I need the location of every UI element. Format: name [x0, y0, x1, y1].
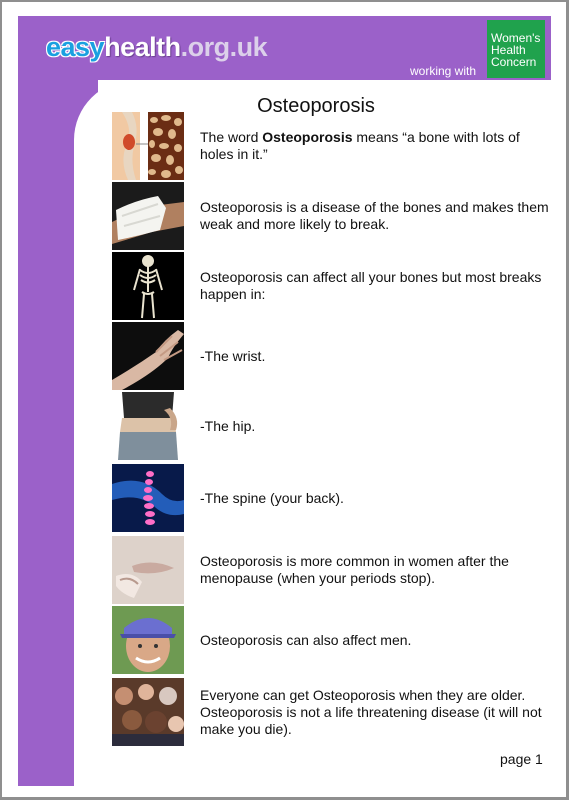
easyhealth-logo[interactable] [46, 32, 267, 63]
page-number: page 1 [500, 751, 543, 767]
row-text-pre: The word [200, 129, 263, 145]
older-man-image [112, 606, 184, 674]
list-item [112, 392, 542, 460]
row-text-post: means “a bone with lots of holes in it.” [200, 129, 520, 162]
skeleton-image [112, 252, 184, 320]
row-text-bold: Osteoporosis [262, 129, 353, 145]
partner-line-2: Health [491, 43, 526, 57]
logo-easy: easy [46, 32, 105, 62]
row-text [200, 112, 550, 180]
page-title: Osteoporosis [257, 95, 375, 117]
logo-health: health [104, 32, 181, 62]
partner-line-3: Concern [491, 55, 537, 69]
group-of-people-image [112, 678, 184, 746]
list-item [112, 182, 549, 250]
logo-org: .org.uk [180, 32, 268, 62]
row-text-pre: -The spine (your back). [200, 489, 344, 506]
list-item [112, 606, 542, 674]
row-text [200, 252, 550, 320]
row-text-pre: Everyone can get Osteoporosis when they are older. Osteoporosis is not a life threatening disease (it will not make you die). [200, 686, 542, 737]
woman-face-image [112, 536, 184, 604]
row-text [200, 322, 550, 390]
row-text-pre: -The hip. [200, 417, 256, 434]
partner-line-1: Women's [491, 31, 541, 45]
row-text-pre: Osteoporosis can also affect men. [200, 631, 412, 648]
bandaged-wrist-image [112, 182, 184, 250]
row-text [200, 606, 550, 674]
row-text [200, 392, 550, 460]
hip-image [112, 392, 184, 460]
row-text [200, 464, 550, 532]
row-text-pre: Osteoporosis is more common in women after the menopause (when your periods stop). [200, 553, 509, 586]
list-item [112, 112, 542, 180]
spine-image [112, 464, 184, 532]
list-item [112, 322, 542, 390]
hip-bone-structure-image [112, 112, 184, 180]
wrist-image [112, 322, 184, 390]
list-item [112, 464, 542, 532]
list-item [112, 252, 542, 320]
row-text-pre: Osteoporosis is a disease of the bones and makes them weak and more likely to break. [200, 199, 549, 232]
womens-health-concern-logo[interactable] [487, 20, 545, 78]
row-text-pre: -The wrist. [200, 347, 266, 364]
row-text-pre: Osteoporosis can affect all your bones but most breaks happen in: [200, 269, 542, 302]
list-item [112, 678, 542, 746]
working-with-label: working with [410, 64, 477, 78]
list-item [112, 536, 542, 604]
row-text [200, 182, 550, 250]
row-text [200, 678, 550, 746]
row-text [200, 536, 550, 604]
